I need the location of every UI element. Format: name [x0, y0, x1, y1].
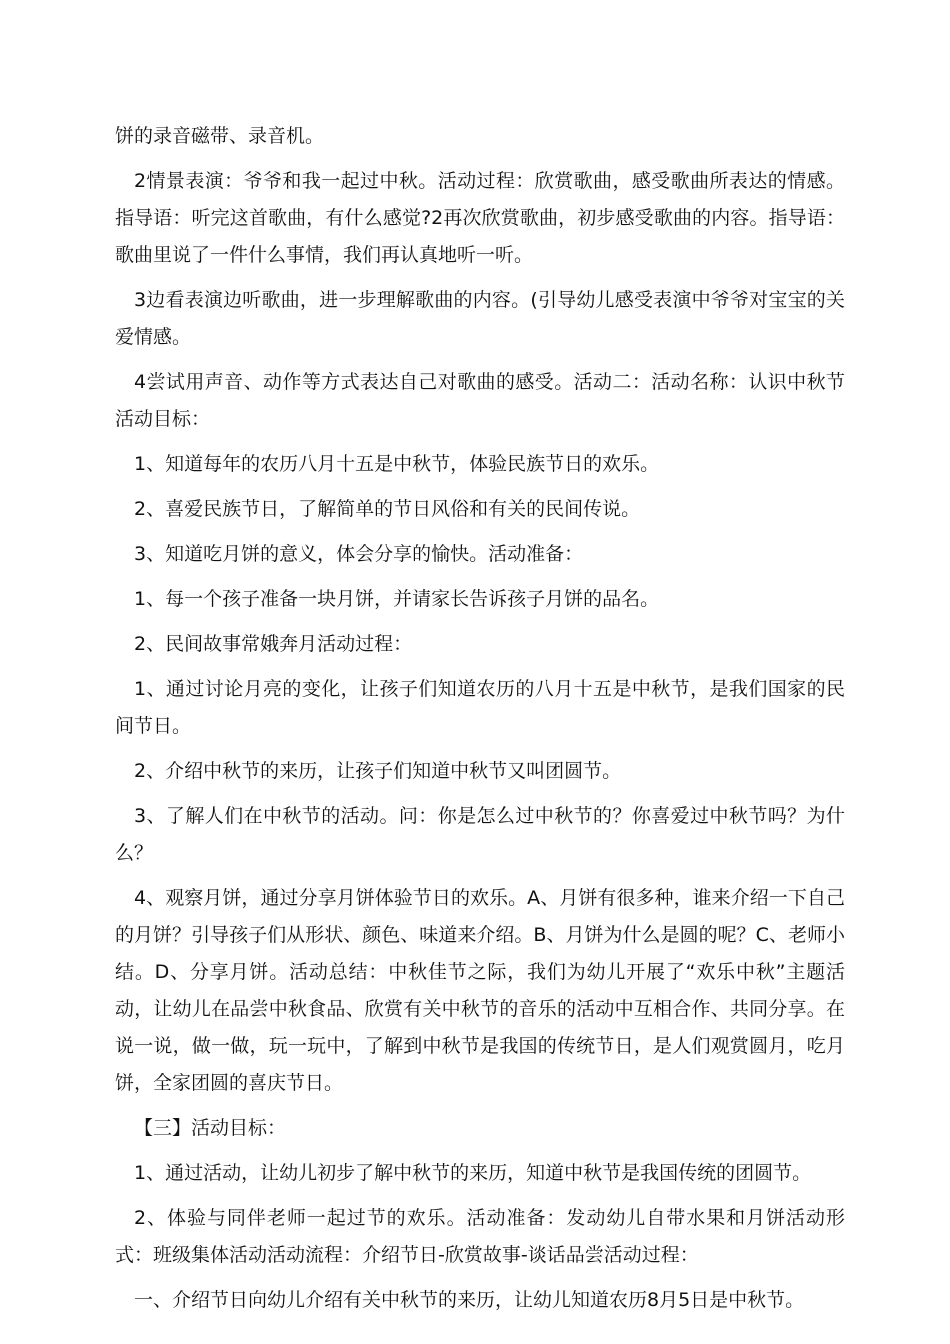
paragraph: 3边看表演边听歌曲，进一步理解歌曲的内容。(引导幼儿感受表演中爷爷对宝宝的关爱情感。 [115, 289, 845, 348]
document-body [115, 118, 845, 1327]
paragraph: 4、观察月饼，通过分享月饼体验节日的欢乐。A、月饼有很多种，谁来介绍一下自己的月饼？引导孩子们从形状、颜色、味道来介绍。B、月饼为什么是圆的呢？C、老师小结。D、分享月饼。活动总结：中秋佳节之际，我们为幼儿开展了“欢乐中秋”主题活动，让幼儿在品尝中秋食品、欣赏有关中秋节的音乐的活动中互相合作、共同分享。在说一说，做一做，玩一玩中，了解到中秋节是我国的传统节日，是人们观赏圆月，吃月饼，全家团圆的喜庆节日。 [115, 887, 845, 1094]
paragraph: 4尝试用声音、动作等方式表达自己对歌曲的感受。活动二：活动名称：认识中秋节活动目标： [115, 371, 845, 430]
paragraph: 3、知道吃月饼的意义，体会分享的愉快。活动准备： [134, 543, 584, 565]
paragraph: 2情景表演：爷爷和我一起过中秋。活动过程：欣赏歌曲，感受歌曲所表达的情感。指导语：听完这首歌曲，有什么感觉?2再次欣赏歌曲，初步感受歌曲的内容。指导语：歌曲里说了一件什么事情，我们再认真地听一听。 [115, 170, 845, 266]
paragraph: 1、通过活动，让幼儿初步了解中秋节的来历，知道中秋节是我国传统的团圆节。 [134, 1162, 812, 1184]
paragraph: 2、体验与同伴老师一起过节的欢乐。活动准备：发动幼儿自带水果和月饼活动形式：班级集体活动活动流程：介绍节日-欣赏故事-谈话品尝活动过程： [115, 1207, 845, 1266]
section-heading: 【三】活动目标： [134, 1117, 287, 1139]
paragraph: 2、介绍中秋节的来历，让孩子们知道中秋节又叫团圆节。 [134, 760, 622, 782]
paragraph: 3、了解人们在中秋节的活动。问：你是怎么过中秋节的？你喜爱过中秋节吗？为什么？ [115, 805, 845, 864]
paragraph: 2、喜爱民族节日，了解简单的节日风俗和有关的民间传说。 [134, 498, 641, 520]
paragraph: 1、通过讨论月亮的变化，让孩子们知道农历的八月十五是中秋节，是我们国家的民间节日。 [115, 678, 845, 737]
paragraph: 2、民间故事常娥奔月活动过程： [134, 633, 413, 655]
paragraph: 1、知道每年的农历八月十五是中秋节，体验民族节日的欢乐。 [134, 453, 660, 475]
paragraph: 一、介绍节日向幼儿介绍有关中秋节的来历，让幼儿知道农历8月5日是中秋节。 [134, 1289, 805, 1311]
paragraph: 1、每一个孩子准备一块月饼，并请家长告诉孩子月饼的品名。 [134, 588, 660, 610]
paragraph: 饼的录音磁带、录音机。 [115, 125, 325, 147]
